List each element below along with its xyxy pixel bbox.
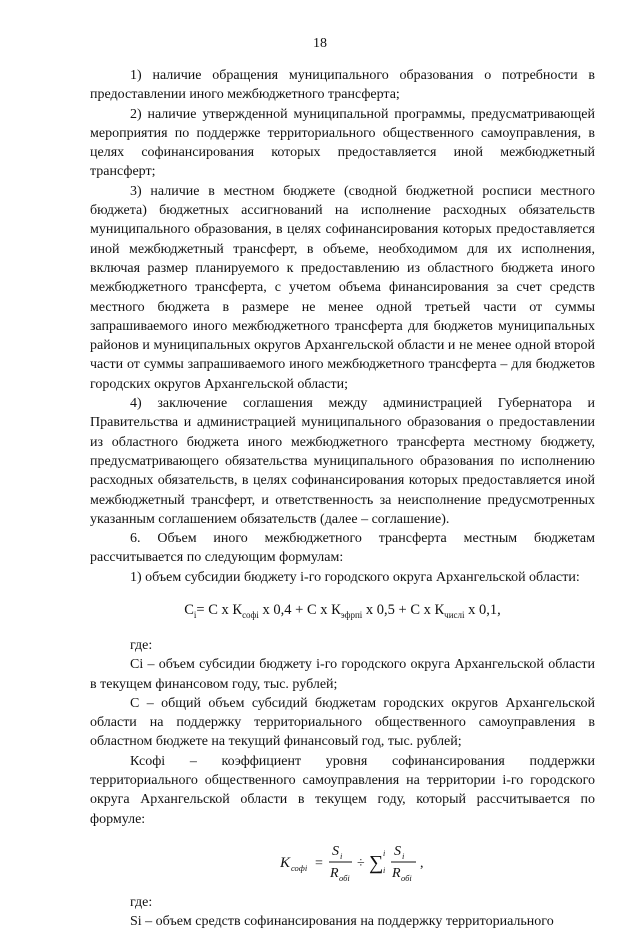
paragraph: 2) наличие утвержденной муниципальной программы, предусматривающей мероприятия по поддержке территориального общественного самоуправления, в целях софинансирования которых предоставляется иной межбюджетный трансферт;	[90, 106, 595, 180]
sum-sup: i	[383, 848, 386, 858]
formula-equals: =	[315, 855, 323, 871]
formula-denominator: R	[392, 865, 401, 881]
formula-denominator-sub: обi	[401, 872, 412, 883]
formula-lhs: C	[184, 602, 194, 619]
formula-cofinancing-svg	[280, 835, 440, 889]
sum-sub: i	[383, 865, 386, 875]
formula-comma: ,	[420, 855, 424, 871]
formula-numerator-sub: i	[402, 850, 405, 861]
page-number: 18	[313, 36, 327, 51]
formula-divide: ÷	[357, 855, 365, 871]
paragraph: Ксофi – коэффициент уровня софинансирования поддержки территориального общественного самоуправления на территории i-го городского округа Архангельской области в текущем году, который рассчитывается по формуле:	[90, 753, 595, 827]
formula-lhs: K	[280, 854, 291, 871]
paragraph: Сi – объем субсидии бюджету i-го городского округа Архангельской области в текущем финансовом году, тыс. рублей;	[90, 657, 595, 692]
paragraph: 1) наличие обращения муниципального образования о потребности в предоставлении иного межбюджетного трансферта;	[90, 68, 595, 103]
formula-sub: софi	[242, 609, 259, 620]
document-body	[90, 66, 595, 931]
paragraph: 3) наличие в местном бюджете (сводной бюджетной росписи местного бюджета) бюджетных ассигнований на исполнение расходных обязательств муниципального образования, в целях софинансирования которых предоставляется иной межбюджетный трансферт, в объеме, необходимом для их исполнения, включая размер планируемого к предоставлению из областного бюджета иного межбюджетного трансферта, с учетом объема финансирования за счет средств местного бюджета в размере не менее одной третьей части от суммы запрашиваемого иного межбюджетного трансферта для бюджетов муниципальных районов и муниципальных округов Архангельской области и не менее одной второй части от суммы запрашиваемого иного межбюджетного трансферта – для бюджетов городских округов Архангельской области;	[90, 183, 595, 392]
formula-part: х 0,1,	[464, 602, 501, 619]
formula-denominator: R	[330, 865, 339, 881]
paragraph: С – общий объем субсидий бюджетам городских округов Архангельской области на поддержку территориального общественного самоуправления в областном бюджете на текущий финансовый год, тыс. рублей;	[90, 695, 595, 750]
formula-numerator-sub: i	[340, 850, 343, 861]
paragraph: 1) объем субсидии бюджету i-го городского округа Архангельской области:	[130, 569, 580, 585]
formula-lhs-sub: i	[193, 609, 197, 620]
formula-subsidy	[90, 599, 595, 626]
paragraph: Si – объем средств софинансирования на поддержку территориального	[130, 914, 554, 930]
paragraph: 4) заключение соглашения между администрацией Губернатора и Правительства и администрацией муниципального образования о предоставлении из областного бюджета иного межбюджетного трансферта местному бюджету, предусматривающего обязательства муниципального образования по исполнению расходных обязательств, в целях софинансирования которых предоставляется иной межбюджетный трансферт, и ответственность за неисполнение предусмотренных указанным соглашением обязательств (далее – соглашение).	[90, 396, 595, 527]
formula-numerator: S	[394, 843, 401, 859]
formula-sub: эфрпi	[340, 609, 363, 620]
formula-numerator: S	[332, 843, 339, 859]
formula-part: х 0,4 + С х К	[258, 602, 341, 619]
where-label: где:	[130, 894, 153, 910]
formula-lhs-sub: софi	[291, 862, 308, 873]
formula-part: х 0,5 + С х К	[362, 602, 445, 619]
formula-cofinancing-coefficient	[90, 835, 595, 889]
sum-symbol: ∑	[369, 851, 384, 874]
formula-denominator-sub: обi	[339, 872, 350, 883]
formula-part: = С х К	[196, 602, 243, 619]
paragraph: 6. Объем иного межбюджетного трансферта местным бюджетам рассчитывается по следующим формулам:	[90, 531, 595, 566]
where-label: где:	[130, 637, 153, 653]
formula-sub: числi	[444, 609, 465, 620]
